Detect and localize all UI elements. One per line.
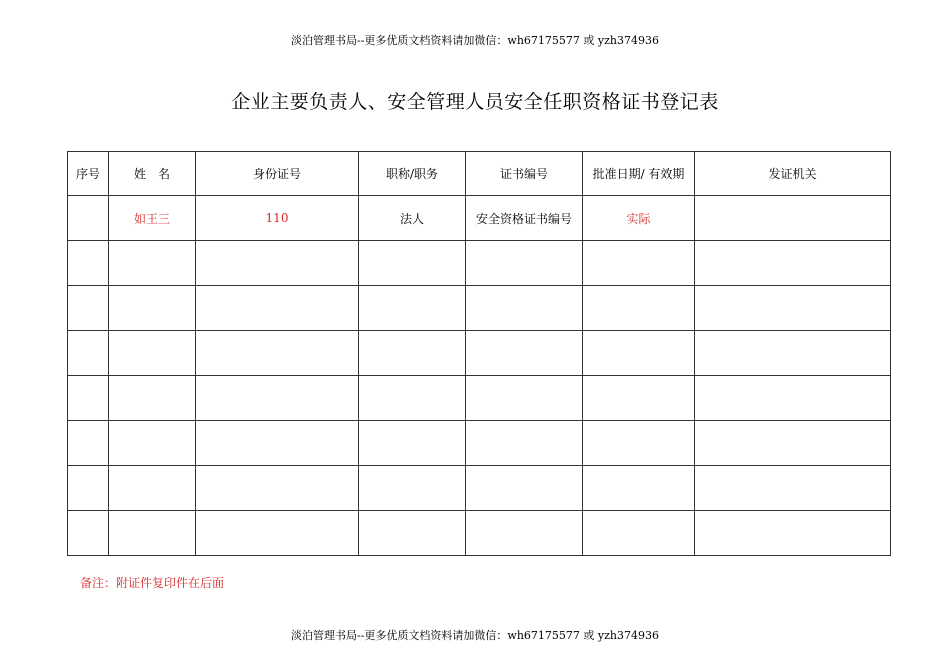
empty-cell[interactable] [466,376,583,421]
registration-table [67,151,891,556]
empty-cell[interactable] [583,286,695,331]
empty-cell[interactable] [68,511,109,556]
empty-cell[interactable] [68,286,109,331]
empty-cell[interactable] [583,466,695,511]
empty-cell[interactable] [583,421,695,466]
empty-cell[interactable] [466,421,583,466]
empty-cell[interactable] [583,511,695,556]
empty-cell[interactable] [583,376,695,421]
empty-cell[interactable] [695,466,891,511]
header-note: 淡泊管理书局--更多优质文档资料请加微信：wh67175577 或 yzh374936 [291,34,659,47]
header-approval-date: 批准日期/ 有效期 [583,152,695,196]
empty-cell[interactable] [359,286,466,331]
empty-cell[interactable] [359,331,466,376]
empty-cell[interactable] [109,376,196,421]
empty-cell[interactable] [359,241,466,286]
header-seq: 序号 [68,152,109,196]
cell-issuer[interactable] [695,196,891,241]
empty-cell[interactable] [583,241,695,286]
empty-cell[interactable] [466,286,583,331]
empty-cell[interactable] [109,331,196,376]
cell-cert-no[interactable]: 安全资格证书编号 [466,196,583,241]
header-name: 姓 名 [109,152,196,196]
empty-cell[interactable] [695,376,891,421]
empty-cell[interactable] [109,421,196,466]
empty-cell[interactable] [68,466,109,511]
table-row-empty [68,331,891,376]
table-row-empty [68,421,891,466]
empty-cell[interactable] [68,376,109,421]
empty-cell[interactable] [196,241,359,286]
empty-cell[interactable] [196,511,359,556]
header-issuer: 发证机关 [695,152,891,196]
empty-cell[interactable] [359,466,466,511]
empty-cell[interactable] [109,511,196,556]
remark-note: 备注：附证件复印件在后面 [80,576,225,590]
cell-name[interactable]: 如王三 [109,196,196,241]
table-row-empty [68,376,891,421]
table-row-empty [68,241,891,286]
empty-cell[interactable] [196,421,359,466]
header-cert-no: 证书编号 [466,152,583,196]
empty-cell[interactable] [109,286,196,331]
empty-cell[interactable] [695,421,891,466]
empty-cell[interactable] [695,286,891,331]
table-row-empty [68,286,891,331]
empty-cell[interactable] [695,241,891,286]
table-row-empty [68,466,891,511]
empty-cell[interactable] [196,376,359,421]
empty-cell[interactable] [359,511,466,556]
header-position: 职称/职务 [359,152,466,196]
empty-cell[interactable] [466,241,583,286]
empty-cell[interactable] [196,331,359,376]
empty-cell[interactable] [466,511,583,556]
empty-cell[interactable] [466,466,583,511]
empty-cell[interactable] [466,331,583,376]
empty-cell[interactable] [68,331,109,376]
cell-position[interactable]: 法人 [359,196,466,241]
empty-cell[interactable] [695,511,891,556]
table-row-empty [68,511,891,556]
empty-cell[interactable] [359,421,466,466]
empty-cell[interactable] [359,376,466,421]
empty-cell[interactable] [68,241,109,286]
header-id-number: 身份证号 [196,152,359,196]
empty-cell[interactable] [196,286,359,331]
empty-cell[interactable] [583,331,695,376]
cell-id-number[interactable]: 110 [196,196,359,241]
empty-cell[interactable] [196,466,359,511]
empty-cell[interactable] [68,421,109,466]
page-title: 企业主要负责人、安全管理人员安全任职资格证书登记表 [231,91,719,113]
table-header-row [68,152,891,196]
empty-cell[interactable] [695,331,891,376]
empty-cell[interactable] [109,241,196,286]
footer-note: 淡泊管理书局--更多优质文档资料请加微信：wh67175577 或 yzh374936 [291,629,659,642]
empty-cell[interactable] [109,466,196,511]
cell-approval-date[interactable]: 实际 [583,196,695,241]
table-row [68,196,891,241]
cell-seq[interactable] [68,196,109,241]
